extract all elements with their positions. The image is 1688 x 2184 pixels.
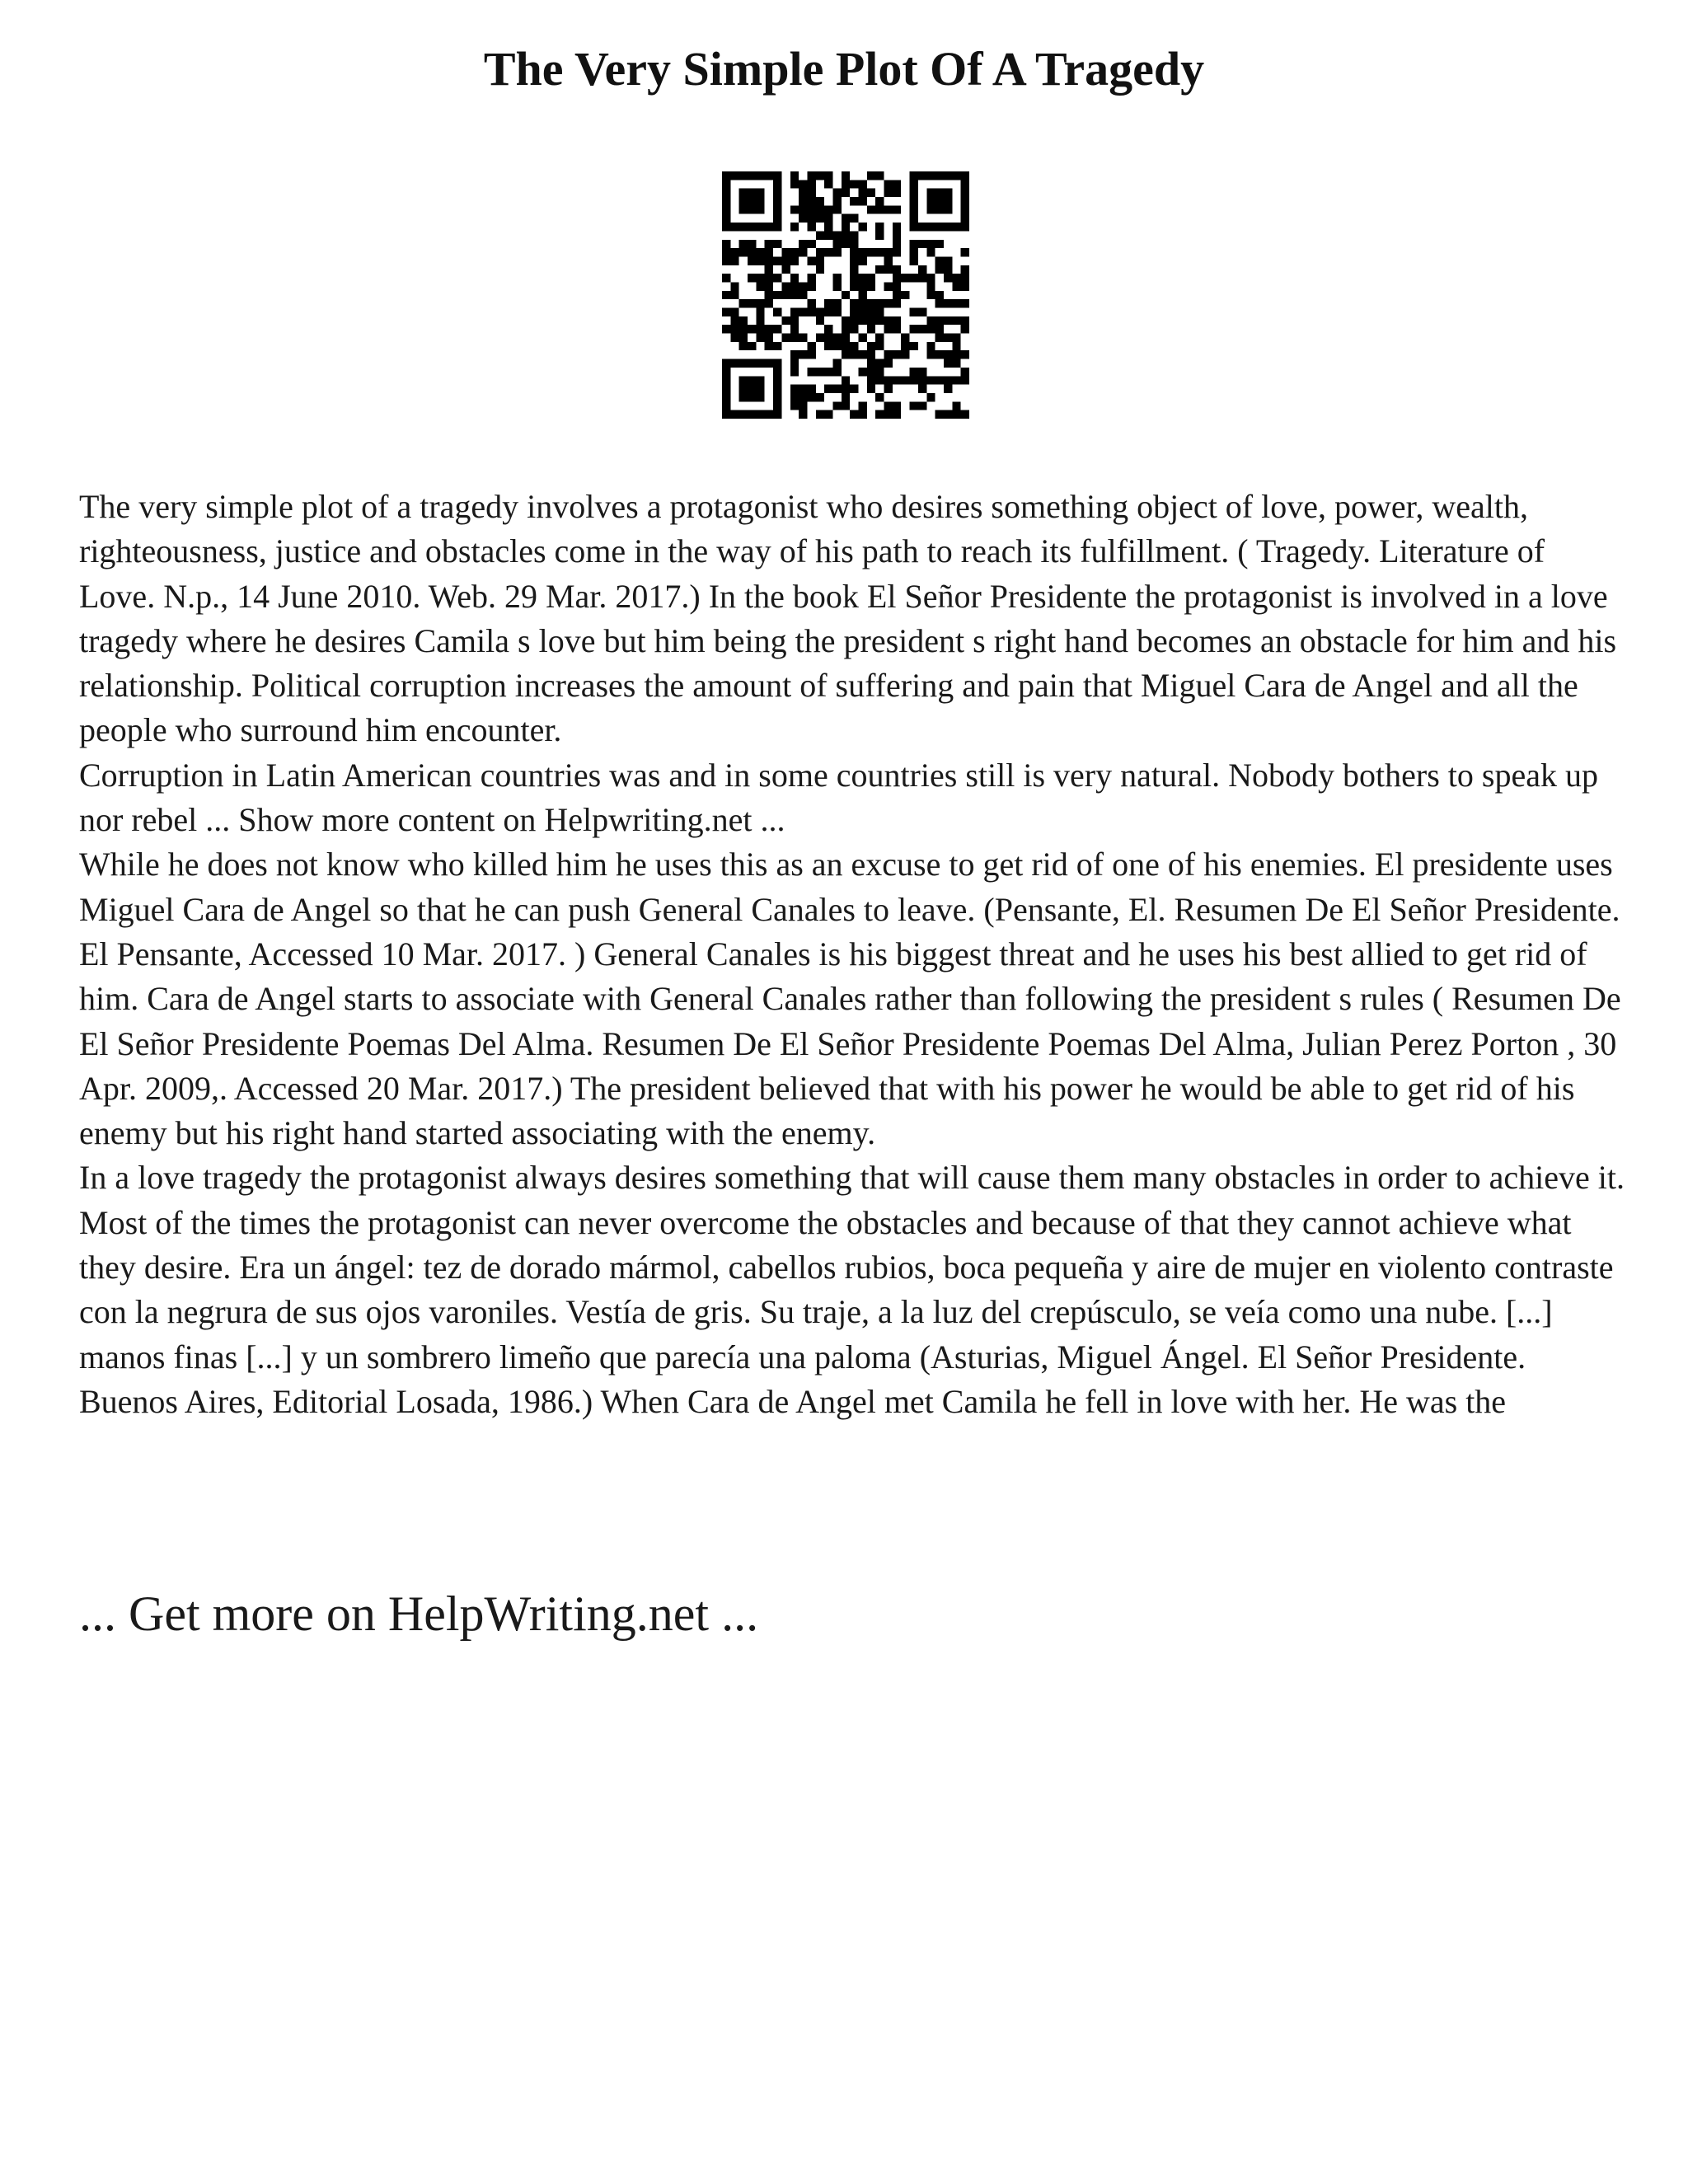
page-title: The Very Simple Plot Of A Tragedy [483,42,1205,96]
qr-code-graphic [722,171,969,419]
paragraph-3: While he does not know who killed him he uses this as an excuse to get rid of one of his enemies. El presidente uses Miguel Cara de Angel so that he can push General Canales to leave. (Pensante, El. Resumen De El Señor Presidente. El Pensante, Accessed 10 Mar. 2017. ) General Canales is his biggest threat and he uses his best allied to get rid of him. Cara de Angel starts to associate with General Canales rather than following the president s rules ( Resumen De El Señor Presidente Poemas Del Alma. Resumen De El Señor Presidente Poemas Del Alma, Julian Perez Porton , 30 Apr. 2009,. Accessed 20 Mar. 2017.) The president believed that with his power he would be able to get rid of his enemy but his right hand started associating with the enemy. [79,846,1621,1152]
paragraph-1: The very simple plot of a tragedy involves a protagonist who desires something object of love, power, wealth, righteousness, justice and obstacles come in the way of his path to reach its fulfillment. ( Tragedy. Literature of Love. N.p., 14 June 2010. Web. 29 Mar. 2017.) In the book El Señor Presidente the protagonist is involved in a love tragedy where he desires Camila s love but him being the president s right hand becomes an obstacle for him and his relationship. Political corruption increases the amount of suffering and pain that Miguel Cara de Angel and all the people who surround him encounter. [79,488,1617,749]
qr-code-icon[interactable] [722,171,969,419]
article-body [79,485,1629,1424]
paragraph-4: In a love tragedy the protagonist always desires something that will cause them many obstacles in order to achieve it. Most of the times the protagonist can never overcome the obstacles and because of that they cannot achieve what they desire. Era un ángel: tez de dorado mármol, cabellos rubios, boca pequeña y aire de mujer en violento contraste con la negrura de sus ojos varoniles. Vestía de gris. Su traje, a la luz del crepúsculo, se veía como una nube. [...] manos finas [...] y un sombrero limeño que parecía una paloma (Asturias, Miguel Ángel. El Señor Presidente. Buenos Aires, Editorial Losada, 1986.) When Cara de Angel met Camila he fell in love with her. He was the [79,1159,1625,1420]
get-more-link[interactable]: ... Get more on HelpWriting.net ... [79,1586,759,1641]
paragraph-2: Corruption in Latin American countries was and in some countries still is very natural. Nobody bothers to speak up nor rebel ... Show more content on Helpwriting.net ... [79,756,1598,839]
